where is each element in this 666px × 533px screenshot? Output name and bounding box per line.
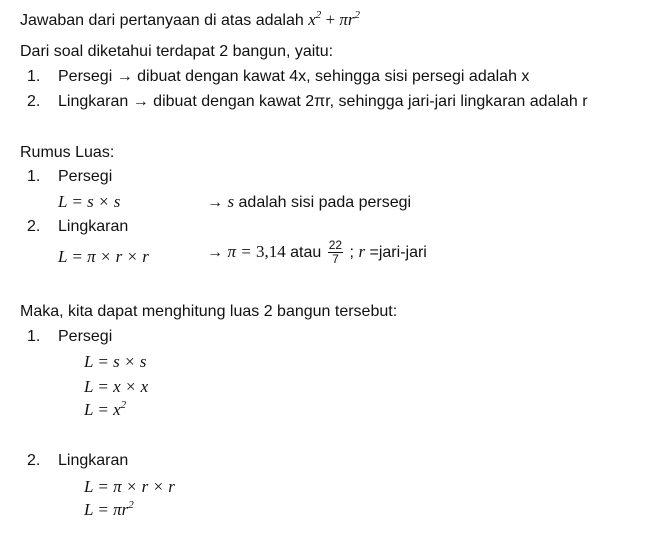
- calc-heading: Maka, kita dapat menghitung luas 2 bangun tersebut:: [20, 303, 398, 320]
- calc-2-step-1: L = π × r × r: [84, 477, 175, 496]
- calc-1-step-1: L = s × s: [84, 352, 147, 371]
- calc-2-number: 2.: [27, 452, 41, 469]
- formula-1-number: 1.: [27, 168, 41, 185]
- formula-1-name: Persegi: [58, 168, 113, 185]
- shape-2-text: Lingkaran → dibuat dengan kawat 2πr, sehingga jari-jari lingkaran adalah r: [58, 93, 588, 110]
- formula-2-number: 2.: [27, 218, 41, 235]
- calc-1-name: Persegi: [58, 328, 113, 345]
- shape-1-number: 1.: [27, 68, 41, 85]
- given-line: Dari soal diketahui terdapat 2 bangun, yaitu:: [20, 43, 334, 60]
- formula-2-name: Lingkaran: [58, 218, 129, 235]
- intro-text: Jawaban dari pertanyaan di atas adalah: [20, 12, 304, 29]
- calc-1-step-3: $L = x^2$: [84, 399, 127, 419]
- formula-1-expression: L = s × s: [58, 192, 121, 211]
- shape-1-text: Persegi → dibuat dengan kawat 4x, sehingga sisi persegi adalah x: [58, 68, 530, 85]
- arrow-icon: →: [207, 194, 223, 211]
- calc-2-name: Lingkaran: [58, 452, 129, 469]
- intro-answer: $x^2 + \pi r^2$: [308, 9, 360, 29]
- calc-1-number: 1.: [27, 328, 41, 345]
- shape-2-number: 2.: [27, 93, 41, 110]
- formula-2-note: → π = 3,14 atau $\frac{22}{7}$ ; r =jari-jari: [207, 238, 427, 267]
- fraction: $\frac{22}{7}$: [328, 238, 343, 267]
- formula-heading: Rumus Luas:: [20, 144, 115, 161]
- arrow-icon: →: [207, 244, 223, 261]
- formula-2-expression: L = π × r × r: [58, 247, 149, 266]
- intro-line: [20, 10, 360, 31]
- formula-1-note: → s adalah sisi pada persegi: [207, 192, 412, 211]
- calc-2-step-2: $L = \pi r^2$: [84, 499, 134, 519]
- calc-1-step-2: L = x × x: [84, 377, 149, 396]
